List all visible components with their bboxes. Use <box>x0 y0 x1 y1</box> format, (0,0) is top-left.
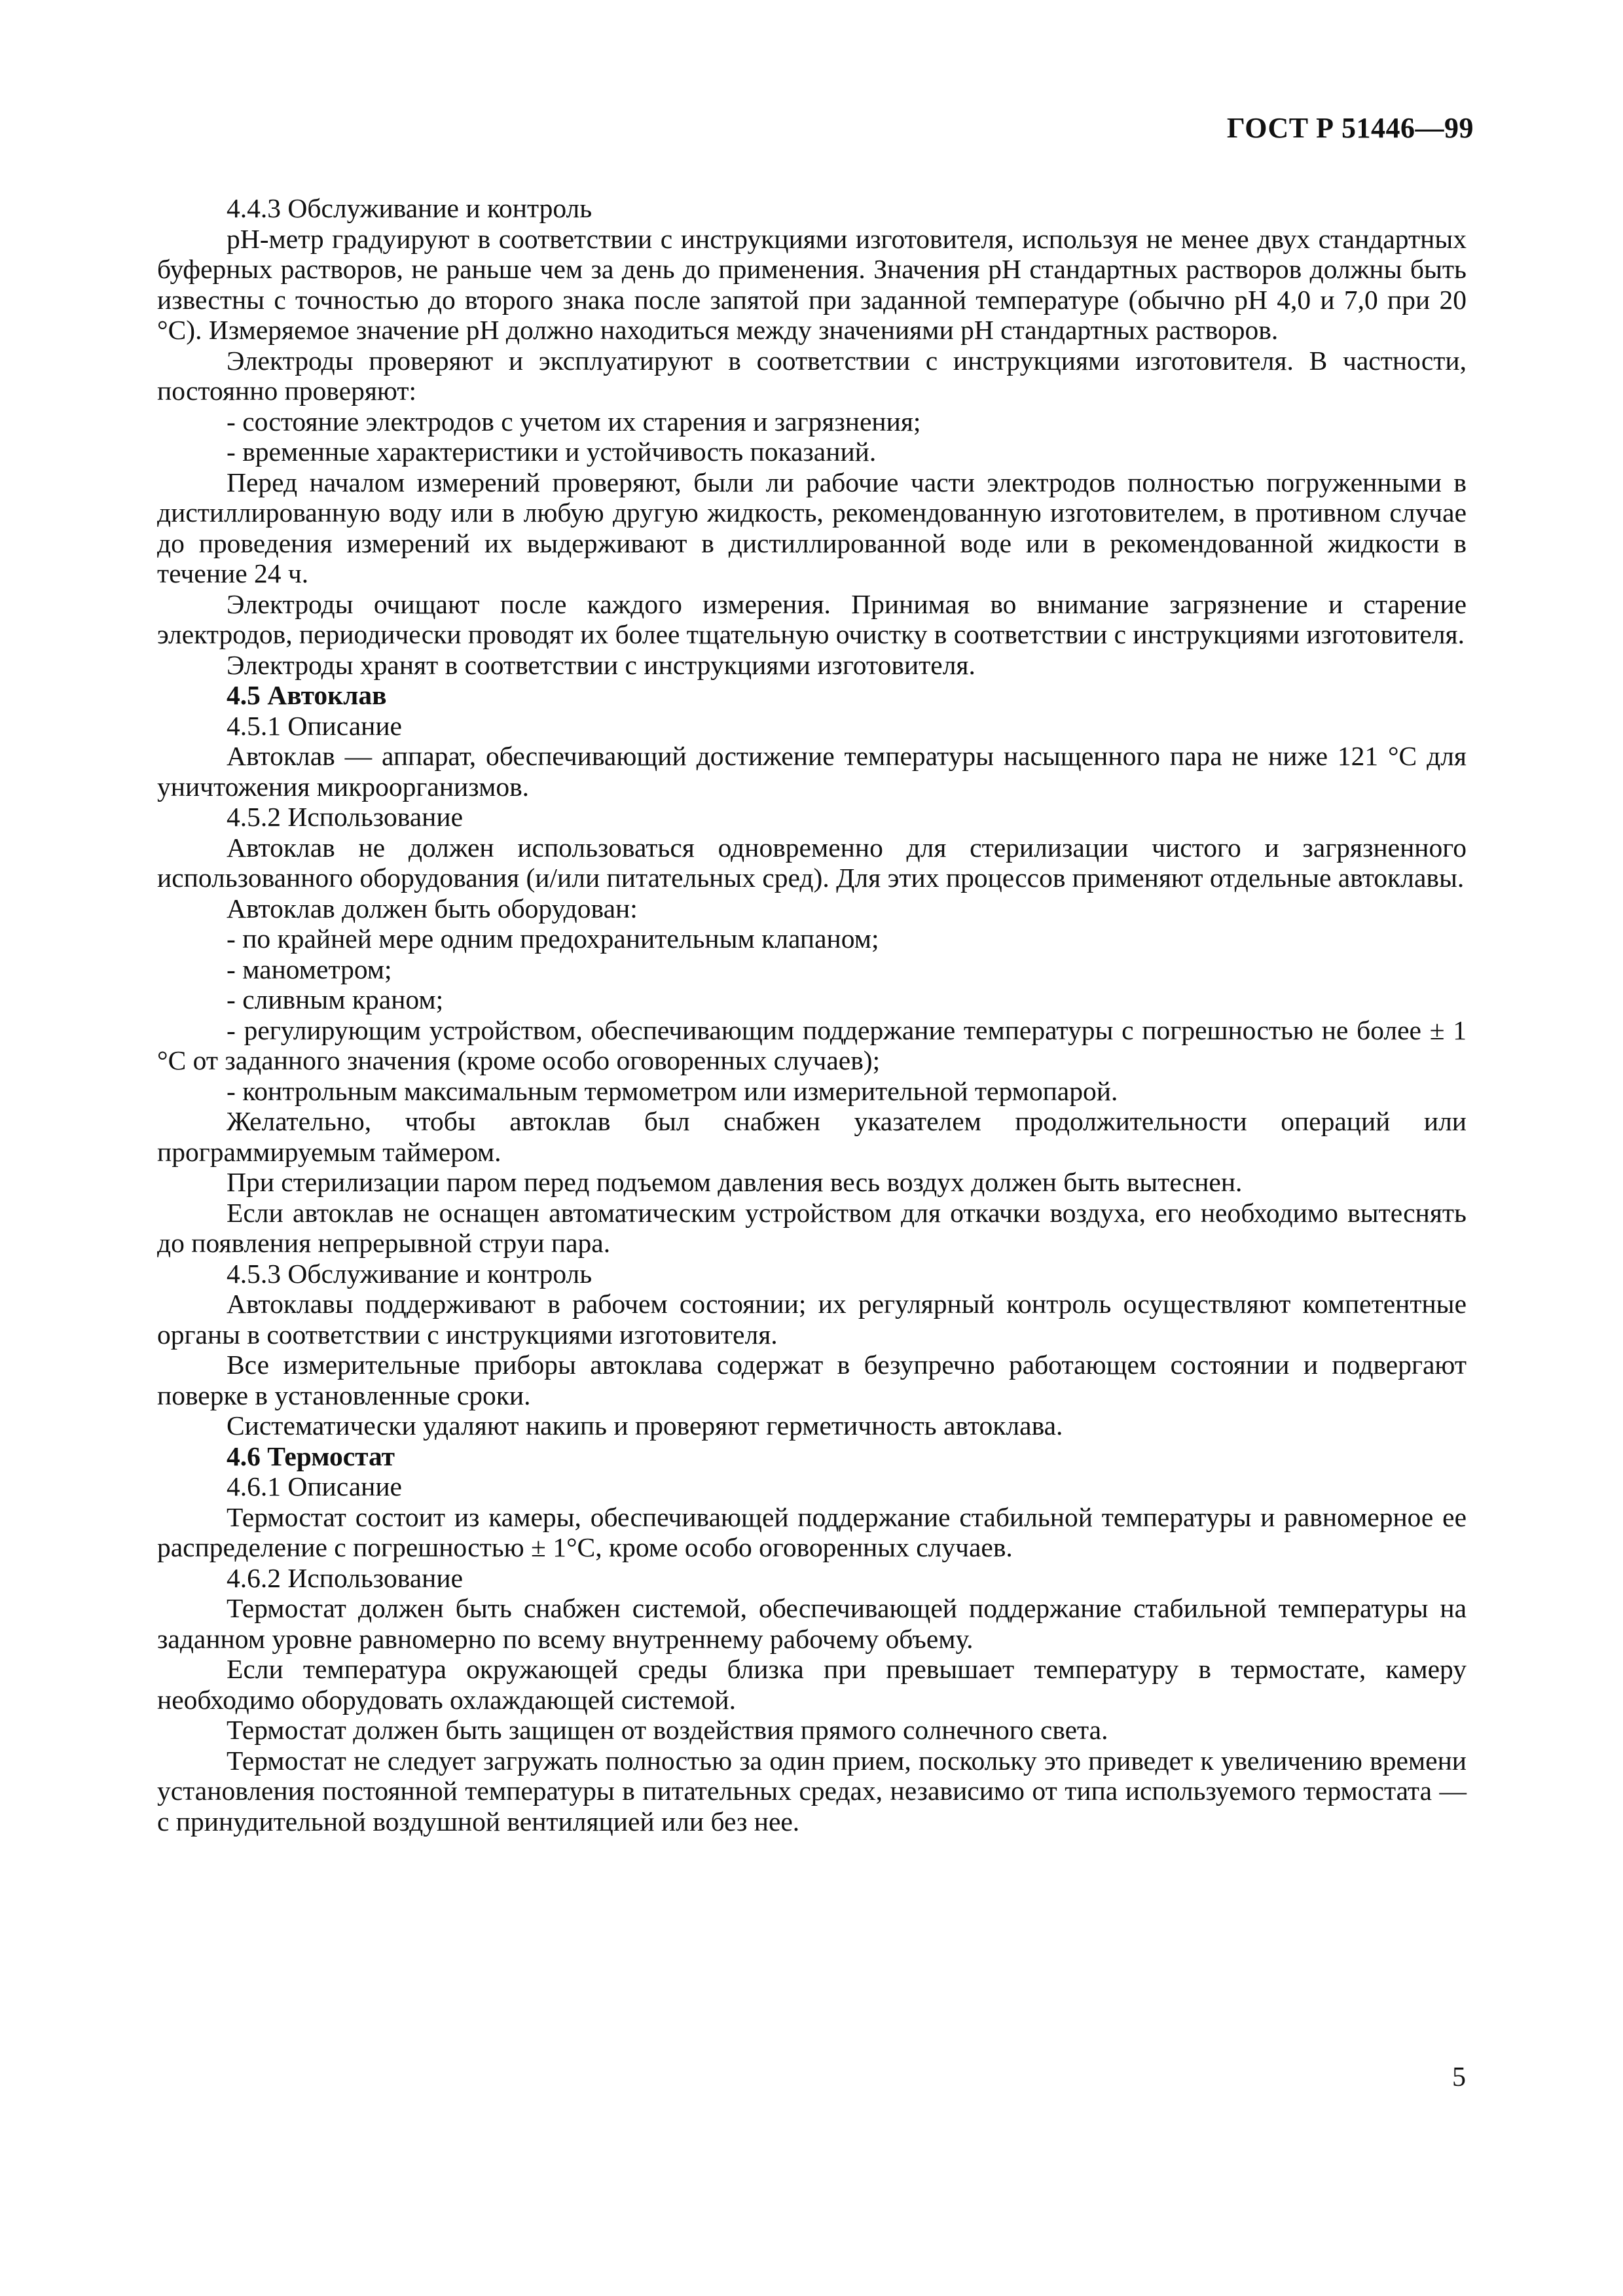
section-heading: 4.5 Автоклав <box>227 680 387 710</box>
subsection-heading: 4.6.1 Описание <box>227 1471 402 1501</box>
paragraph: Термостат должен быть снабжен системой, обеспечивающей поддержание стабильной температуры на заданном уровне равномерно по всему внутреннему рабочему объему. <box>157 1593 1467 1654</box>
subsection-heading: 4.5.1 Описание <box>227 710 402 741</box>
paragraph: Желательно, чтобы автоклав был снабжен указателем продолжительности операций или программируемым таймером. <box>157 1106 1467 1167</box>
list-item: - регулирующим устройством, обеспечивающим поддержание температуры с погрешностью не более ± 1 °С от заданного значения (кроме особо оговоренных случаев); <box>157 1014 1467 1075</box>
paragraph: Электроды очищают после каждого измерения. Принимая во внимание загрязнение и старение электродов, периодически проводят их более тщательную очистку в соответствии с инструкциями изготовителя. <box>157 588 1467 649</box>
list-item: - по крайней мере одним предохранительным клапаном; <box>227 924 879 954</box>
paragraph: Электроды проверяют и эксплуатируют в соответствии с инструкциями изготовителя. В частности, постоянно проверяют: <box>157 345 1467 406</box>
paragraph: Термостат не следует загружать полностью за один прием, поскольку это приведет к увеличению времени установления постоянной температуры в питательных средах, независимо от типа используемого термостата — с принудительной воздушной вентиляцией или без нее. <box>157 1745 1467 1837</box>
paragraph: Термостат состоит из камеры, обеспечивающей поддержание стабильной температуры и равномерное ее распределение с погрешностью ± 1°С, кроме особо оговоренных случаев. <box>157 1501 1467 1562</box>
paragraph: Автоклав должен быть оборудован: <box>227 893 638 924</box>
section-heading: 4.6 Термостат <box>227 1441 395 1471</box>
paragraph: Автоклавы поддерживают в рабочем состоянии; их регулярный контроль осуществляют компетентные органы в соответствии с инструкциями изготовителя. <box>157 1289 1467 1350</box>
subsection-heading: 4.5.3 Обслуживание и контроль <box>227 1258 593 1289</box>
paragraph: Электроды хранят в соответствии с инструкциями изготовителя. <box>227 649 976 680</box>
document-code: ГОСТ Р 51446—99 <box>1226 112 1474 144</box>
list-item: - сливным краном; <box>227 984 444 1014</box>
list-item: - контрольным максимальным термометром или измерительной термопарой. <box>227 1075 1118 1106</box>
paragraph: Перед началом измерений проверяют, были ли рабочие части электродов полностью погруженными в дистиллированную воду или в любую другую жидкость, рекомендованную изготовителем, в противном случае до проведения измерений их выдерживают в дистиллированной воде или в рекомендованной жидкости в течение 24 ч. <box>157 467 1467 588</box>
paragraph: Систематически удаляют накипь и проверяют герметичность автоклава. <box>227 1410 1063 1441</box>
subsection-heading: 4.6.2 Использование <box>227 1562 464 1593</box>
list-item: - временные характеристики и устойчивость показаний. <box>227 437 877 467</box>
paragraph: Если температура окружающей среды близка при превышает температуру в термостате, камеру необходимо оборудовать охлаждающей системой. <box>157 1654 1467 1715</box>
paragraph: Если автоклав не оснащен автоматическим устройством для откачки воздуха, его необходимо вытеснять до появления непрерывной струи пара. <box>157 1197 1467 1258</box>
subsection-heading: 4.5.2 Использование <box>227 802 464 832</box>
document-body <box>157 193 1467 1837</box>
page-number: 5 <box>1452 2062 1466 2092</box>
paragraph: рН-метр градуируют в соответствии с инструкциями изготовителя, используя не менее двух стандартных буферных растворов, не раньше чем за день до применения. Значения рН стандартных растворов должны быть известны с точностью до второго знака после запятой при заданной температуре (обычно рН 4,0 и 7,0 при 20 °С). Измеряемое значение рН должно находиться между значениями рН стандартных растворов. <box>157 223 1467 345</box>
paragraph: Автоклав не должен использоваться одновременно для стерилизации чистого и загрязненного использованного оборудования (и/или питательных сред). Для этих процессов применяют отдельные автоклавы. <box>157 832 1467 893</box>
list-item: - состояние электродов с учетом их старения и загрязнения; <box>227 406 921 437</box>
list-item: - манометром; <box>227 954 392 984</box>
paragraph: При стерилизации паром перед подъемом давления весь воздух должен быть вытеснен. <box>227 1167 1243 1197</box>
paragraph: Термостат должен быть защищен от воздействия прямого солнечного света. <box>227 1715 1108 1745</box>
paragraph: Автоклав — аппарат, обеспечивающий достижение температуры насыщенного пара не ниже 121 °С для уничтожения микроорганизмов. <box>157 741 1467 802</box>
paragraph: Все измерительные приборы автоклава содержат в безупречно работающем состоянии и подвергают поверке в установленные сроки. <box>157 1350 1467 1410</box>
subsection-heading: 4.4.3 Обслуживание и контроль <box>227 193 593 223</box>
